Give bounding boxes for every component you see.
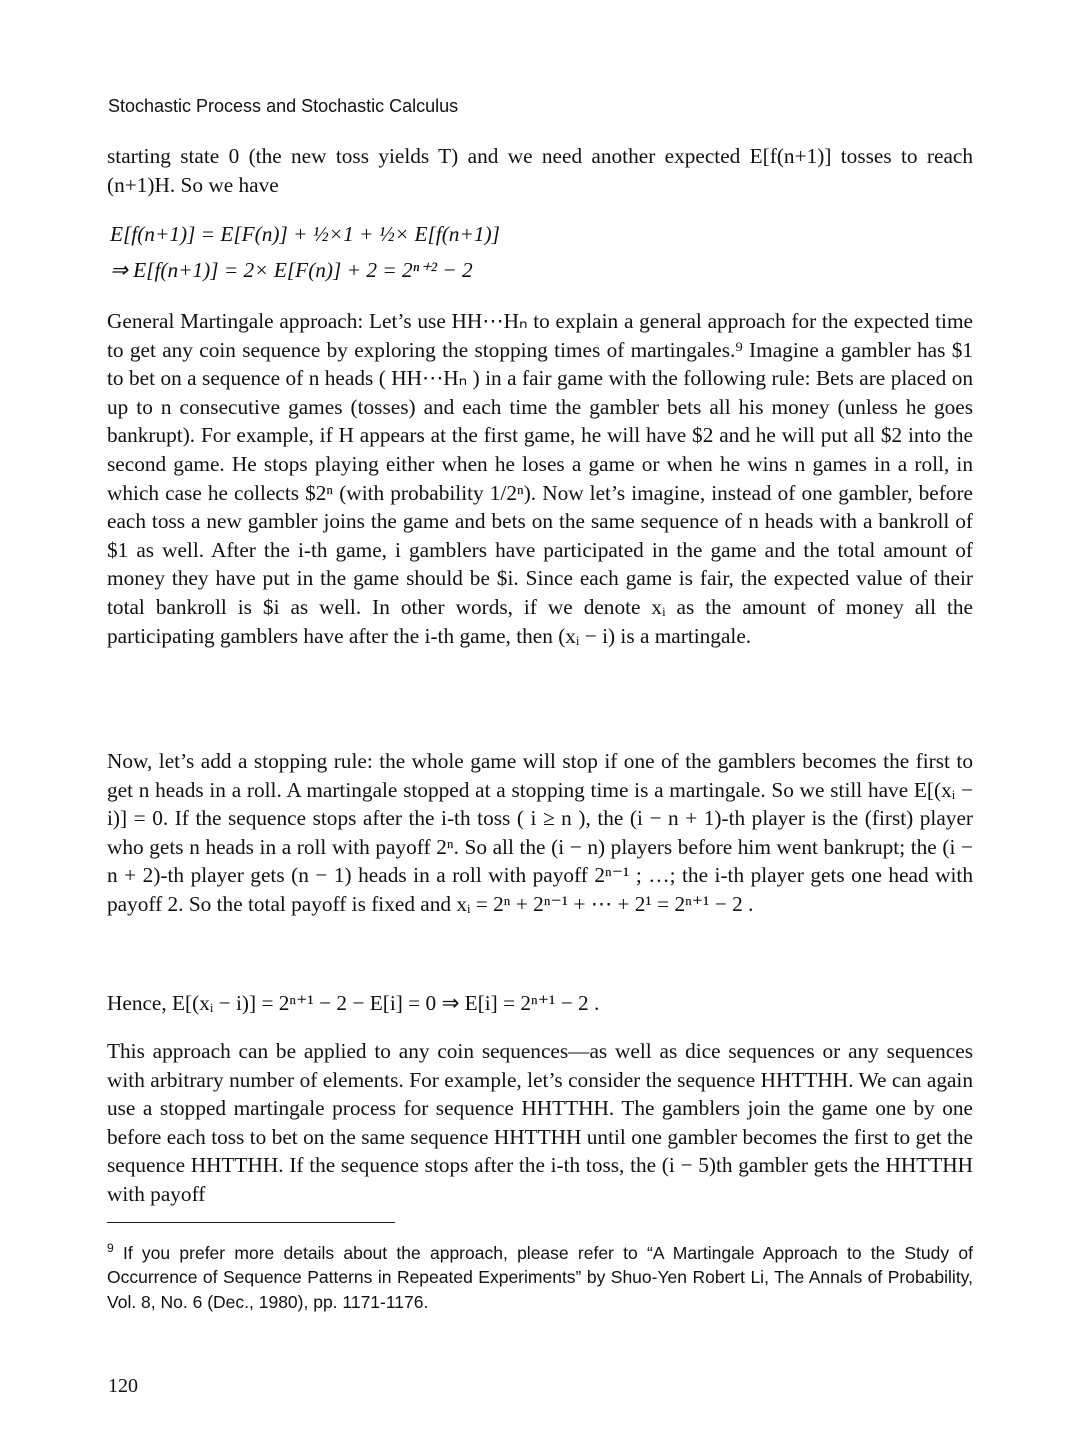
page-number: 120 <box>108 1375 138 1397</box>
running-header: Stochastic Process and Stochastic Calculus <box>108 96 459 116</box>
paragraph-general-sequences: This approach can be applied to any coin sequences—as well as dice sequences or any sequences with arbitrary number of elements. For example, let’s consider the sequence HHTTHH. We can again use a stopped martingale process for sequence HHTTHH. The gamblers join the game one by one before each toss to bet on the same sequence HHTTHH until one gambler becomes the first to get the sequence HHTTHH. If the sequence stops after the i-th toss, the (i − 5)th gambler gets the HHTTHH with payoff <box>107 1039 973 1206</box>
footnote-text: If you prefer more details about the approach, please refer to “A Martingale Approach to the Study of Occurrence of Sequence Patterns in Repeated Experiments” by Shuo-Yen Robert Li, The Annals of Probability, Vol. 8, No. 6 (Dec., 1980), pp. 1171-1176. <box>107 1242 973 1312</box>
paragraph-hence: Hence, E[(xᵢ − i)] = 2ⁿ⁺¹ − 2 − E[i] = 0 ⇒ E[i] = 2ⁿ⁺¹ − 2 . <box>107 991 600 1015</box>
paragraph-martingale-approach: General Martingale approach: Let’s use HH⋯Hₙ to explain a general approach for the expected time to get any coin sequence by exploring the stopping times of martingales.⁹ Imagine a gambler has $1 to bet on a sequence of n heads ( HH⋯Hₙ ) in a fair game with the following rule: Bets are placed on up to n consecutive games (tosses) and each time the gambler bets all his money (unless he goes bankrupt). For example, if H appears at the first game, he will have $2 and he will put all $2 into the second game. He stops playing either when he loses a game or when he wins n games in a roll, in which case he collects $2ⁿ (with probability 1/2ⁿ). Now let’s imagine, instead of one gambler, before each toss a new gambler joins the game and bets on the same sequence of n heads with a bankroll of $1 as well. After the i-th game, i gamblers have participated in the game and the total amount of money they have put in the game should be $i. Since each game is fair, the expected value of their total bankroll is $i as well. In other words, if we denote xᵢ as the amount of money all the participating gamblers have after the i-th game, then (xᵢ − i) is a martingale. <box>107 309 973 648</box>
paragraph-stopping-rule: Now, let’s add a stopping rule: the whole game will stop if one of the gamblers becomes the first to get n heads in a roll. A martingale stopped at a stopping time is a martingale. So we still have E[(xᵢ − i)] = 0. If the sequence stops after the i-th toss ( i ≥ n ), the (i − n + 1)-th player is the (first) player who gets n heads in a roll with payoff 2ⁿ. So all the (i − n) players before him went bankrupt; the (i − n + 2)-th player gets (n − 1) heads in a roll with payoff 2ⁿ⁻¹ ; …; the i-th player gets one head with payoff 2. So the total payoff is fixed and xᵢ = 2ⁿ + 2ⁿ⁻¹ + ⋯ + 2¹ = 2ⁿ⁺¹ − 2 . <box>107 749 973 916</box>
footnote-divider <box>107 1222 395 1223</box>
equation-expectation: E[f(n+1)] = E[F(n)] + ½×1 + ½× E[f(n+1)] <box>110 222 500 246</box>
footnote <box>107 1236 973 1314</box>
equation-result: ⇒ E[f(n+1)] = 2× E[F(n)] + 2 = 2ⁿ⁺² − 2 <box>110 258 473 282</box>
footnote-marker: 9 <box>107 1241 114 1255</box>
paragraph-intro: starting state 0 (the new toss yields T) and we need another expected E[f(n+1)] tosses to reach (n+1)H. So we have <box>107 144 973 197</box>
